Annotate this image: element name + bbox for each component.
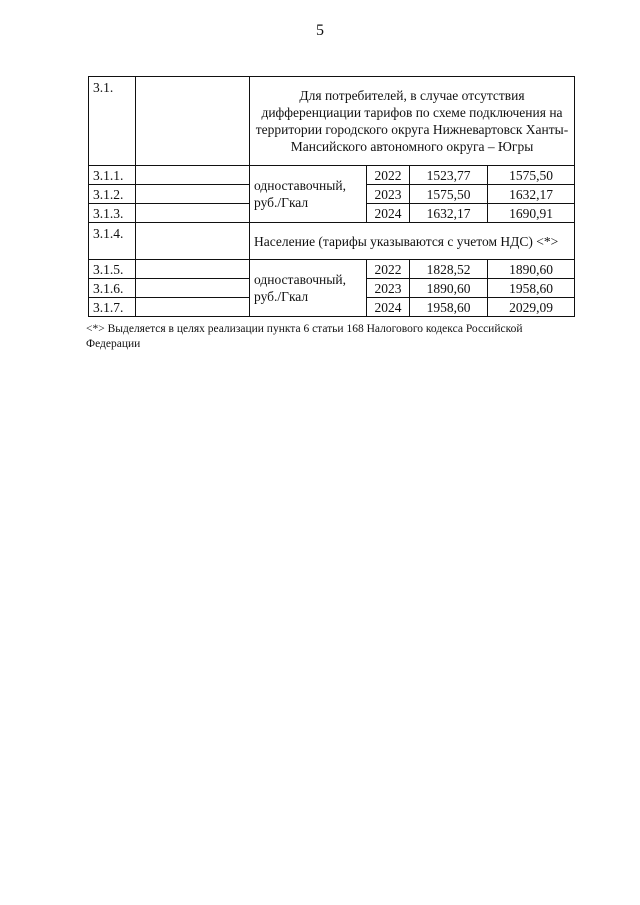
tariff-unit: одноставочный, руб./Гкал [250,166,367,223]
tariff-value-second-half: 1690,91 [488,204,575,223]
table-row-3-1 [89,77,575,166]
tariff-value-first-half: 1632,17 [410,204,488,223]
row-number: 3.1.3. [89,204,136,223]
empty-cell [136,77,250,166]
year-cell: 2023 [367,185,410,204]
tariff-value-second-half: 1890,60 [488,260,575,279]
table-row-3-1-4 [89,223,575,260]
tariff-value-first-half: 1958,60 [410,298,488,317]
tariff-value-second-half: 1632,17 [488,185,575,204]
population-category-description: Население (тарифы указываются с учетом НДС) <*> [250,223,575,260]
tariff-value-first-half: 1890,60 [410,279,488,298]
row-number: 3.1. [89,77,136,166]
page-number: 5 [316,22,324,39]
row-number: 3.1.5. [89,260,136,279]
year-cell: 2023 [367,279,410,298]
footnote: <*> Выделяется в целях реализации пункта 6 статьи 168 Налогового кодекса Российской Федерации [86,323,523,350]
tariff-value-first-half: 1575,50 [410,185,488,204]
year-cell: 2022 [367,260,410,279]
tariff-value-first-half: 1828,52 [410,260,488,279]
empty-cell [136,298,250,317]
empty-cell [136,223,250,260]
consumer-category-description: Для потребителей, в случае отсутствия дифференциации тарифов по схеме подключения на территории городского округа Нижневартовск Ханты-Мансийского автономного округа – Югры [250,77,575,166]
year-cell: 2024 [367,204,410,223]
empty-cell [136,185,250,204]
empty-cell [136,279,250,298]
empty-cell [136,204,250,223]
tariff-value-second-half: 1575,50 [488,166,575,185]
table-row [89,260,575,279]
empty-cell [136,166,250,185]
row-number: 3.1.7. [89,298,136,317]
tariff-value-second-half: 1958,60 [488,279,575,298]
empty-cell [136,260,250,279]
table-row [89,166,575,185]
tariff-table [88,76,575,317]
year-cell: 2024 [367,298,410,317]
tariff-value-first-half: 1523,77 [410,166,488,185]
tariff-unit: одноставочный, руб./Гкал [250,260,367,317]
row-number: 3.1.1. [89,166,136,185]
year-cell: 2022 [367,166,410,185]
row-number: 3.1.6. [89,279,136,298]
tariff-value-second-half: 2029,09 [488,298,575,317]
row-number: 3.1.4. [89,223,136,260]
row-number: 3.1.2. [89,185,136,204]
